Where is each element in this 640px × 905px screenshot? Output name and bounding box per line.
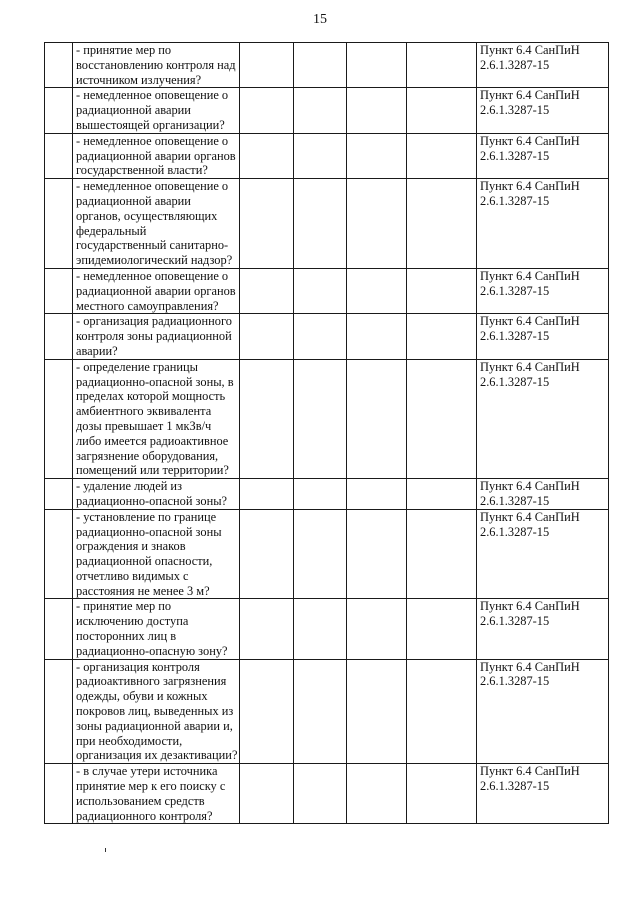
table-row [45,659,609,764]
requirement-cell: - немедленное оповещение о радиационной аварии органов государственной власти? [73,133,240,178]
requirement-cell: - принятие мер по восстановлению контроля над источником излучения? [73,43,240,88]
reference-cell: Пункт 6.4 СанПиН 2.6.1.3287-15 [477,133,609,178]
requirement-cell: - в случае утери источника принятие мер к его поиску с использованием средств радиационного контроля? [73,764,240,824]
comment-cell [407,659,477,764]
comment-cell [407,764,477,824]
row-number-cell [45,659,73,764]
answer-no-cell [294,268,347,313]
answer-yes-cell [240,314,294,359]
answer-na-cell [347,268,407,313]
requirement-cell: - немедленное оповещение о радиационной аварии органов, осуществляющих федеральный государственный санитарно-эпидемиологический надзор? [73,179,240,269]
row-number-cell [45,179,73,269]
answer-yes-cell [240,88,294,133]
answer-na-cell [347,599,407,659]
table-row [45,509,609,599]
page-number: 15 [313,12,327,27]
answer-yes-cell [240,509,294,599]
requirement-cell: - немедленное оповещение о радиационной аварии органов местного самоуправления? [73,268,240,313]
answer-na-cell [347,314,407,359]
requirement-cell: - организация радиационного контроля зоны радиационной аварии? [73,314,240,359]
row-number-cell [45,599,73,659]
answer-yes-cell [240,359,294,478]
table-row [45,599,609,659]
comment-cell [407,268,477,313]
reference-cell: Пункт 6.4 СанПиН 2.6.1.3287-15 [477,268,609,313]
comment-cell [407,599,477,659]
answer-yes-cell [240,43,294,88]
requirement-cell: - установление по границе радиационно-опасной зоны ограждения и знаков радиационной опасности, отчетливо видимых с расстояния не менее 3 м? [73,509,240,599]
table-row [45,359,609,478]
answer-no-cell [294,43,347,88]
comment-cell [407,359,477,478]
table-row [45,88,609,133]
reference-cell: Пункт 6.4 СанПиН 2.6.1.3287-15 [477,359,609,478]
reference-cell: Пункт 6.4 СанПиН 2.6.1.3287-15 [477,88,609,133]
answer-na-cell [347,179,407,269]
requirement-cell: - немедленное оповещение о радиационной аварии вышестоящей организации? [73,88,240,133]
comment-cell [407,509,477,599]
checklist-table [44,42,609,824]
reference-cell: Пункт 6.4 СанПиН 2.6.1.3287-15 [477,599,609,659]
answer-yes-cell [240,599,294,659]
requirement-cell: - принятие мер по исключению доступа посторонних лиц в радиационно-опасную зону? [73,599,240,659]
table-row [45,479,609,510]
answer-no-cell [294,133,347,178]
table-row [45,133,609,178]
reference-cell: Пункт 6.4 СанПиН 2.6.1.3287-15 [477,764,609,824]
comment-cell [407,479,477,510]
requirement-cell: - организация контроля радиоактивного загрязнения одежды, обуви и кожных покровов лиц, выведенных из зоны радиационной аварии и, при необходимости, организация их дезактивации? [73,659,240,764]
comment-cell [407,43,477,88]
reference-cell: Пункт 6.4 СанПиН 2.6.1.3287-15 [477,659,609,764]
answer-no-cell [294,479,347,510]
row-number-cell [45,43,73,88]
answer-no-cell [294,314,347,359]
answer-na-cell [347,88,407,133]
answer-na-cell [347,659,407,764]
reference-cell: Пункт 6.4 СанПиН 2.6.1.3287-15 [477,43,609,88]
table-row [45,268,609,313]
reference-cell: Пункт 6.4 СанПиН 2.6.1.3287-15 [477,314,609,359]
answer-yes-cell [240,133,294,178]
table-row [45,43,609,88]
answer-no-cell [294,179,347,269]
answer-na-cell [347,764,407,824]
row-number-cell [45,509,73,599]
reference-cell: Пункт 6.4 СанПиН 2.6.1.3287-15 [477,179,609,269]
answer-na-cell [347,509,407,599]
table-row [45,314,609,359]
comment-cell [407,179,477,269]
requirement-cell: - удаление людей из радиационно-опасной зоны? [73,479,240,510]
reference-cell: Пункт 6.4 СанПиН 2.6.1.3287-15 [477,509,609,599]
checklist-body [45,43,609,824]
answer-na-cell [347,359,407,478]
answer-no-cell [294,599,347,659]
answer-no-cell [294,359,347,478]
row-number-cell [45,314,73,359]
comment-cell [407,133,477,178]
table-row [45,179,609,269]
answer-yes-cell [240,764,294,824]
answer-no-cell [294,764,347,824]
row-number-cell [45,88,73,133]
answer-no-cell [294,509,347,599]
answer-na-cell [347,479,407,510]
answer-yes-cell [240,479,294,510]
answer-no-cell [294,659,347,764]
row-number-cell [45,268,73,313]
row-number-cell [45,764,73,824]
requirement-cell: - определение границы радиационно-опасной зоны, в пределах которой мощность амбиентного эквивалента дозы превышает 1 мкЗв/ч либо имеется радиоактивное загрязнение оборудования, помещений или территории? [73,359,240,478]
answer-na-cell [347,43,407,88]
comment-cell [407,88,477,133]
reference-cell: Пункт 6.4 СанПиН 2.6.1.3287-15 [477,479,609,510]
stray-mark [105,848,106,852]
row-number-cell [45,133,73,178]
table-row [45,764,609,824]
answer-yes-cell [240,659,294,764]
answer-na-cell [347,133,407,178]
answer-yes-cell [240,268,294,313]
row-number-cell [45,479,73,510]
comment-cell [407,314,477,359]
answer-no-cell [294,88,347,133]
row-number-cell [45,359,73,478]
answer-yes-cell [240,179,294,269]
